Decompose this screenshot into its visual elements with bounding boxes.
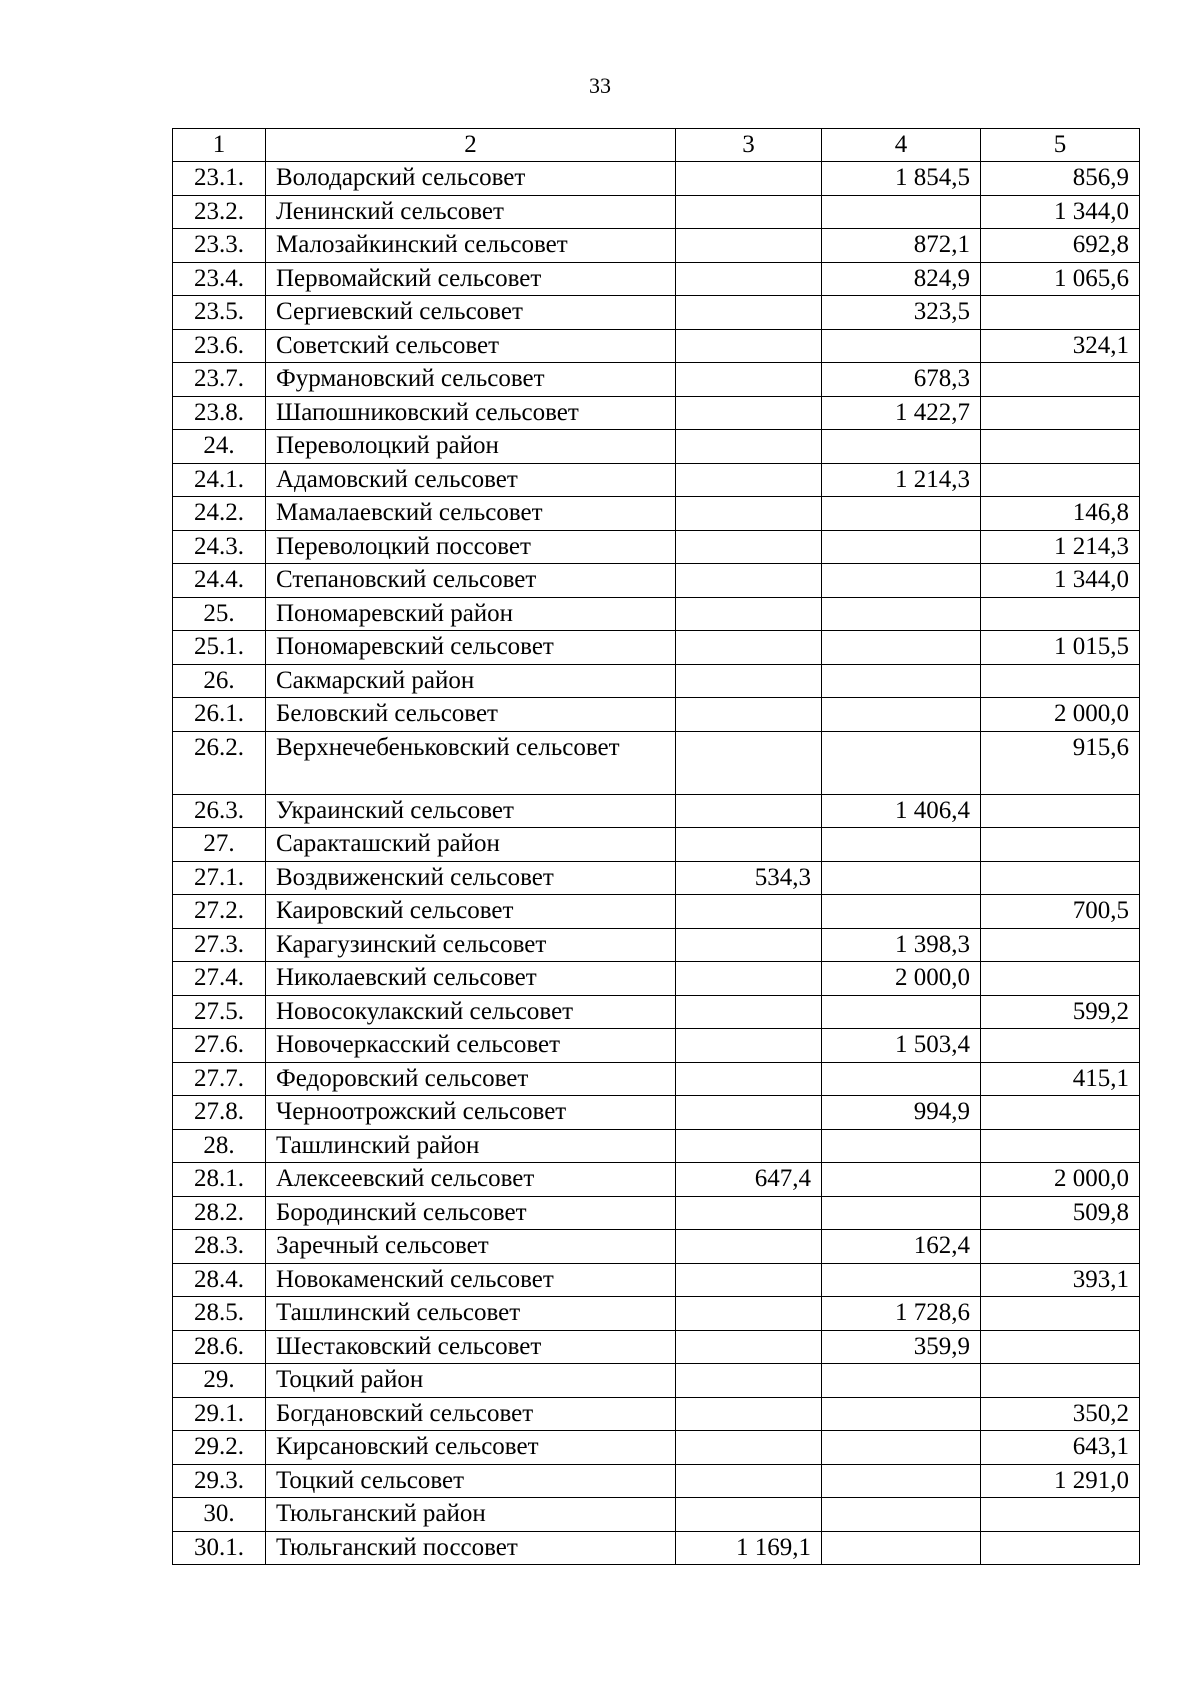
row-number: 28.3. — [173, 1230, 266, 1264]
row-value-col-4 — [822, 1464, 981, 1498]
row-value-col-5 — [981, 1230, 1140, 1264]
row-value-col-5 — [981, 1029, 1140, 1063]
table-row — [173, 1096, 1140, 1130]
row-value-col-4 — [822, 1364, 981, 1398]
row-value-col-3 — [676, 597, 822, 631]
row-value-col-4 — [822, 1431, 981, 1465]
row-name: Первомайский сельсовет — [266, 262, 676, 296]
row-name: Саракташский район — [266, 828, 676, 862]
row-value-col-3 — [676, 329, 822, 363]
table-row — [173, 229, 1140, 263]
row-value-col-4 — [822, 995, 981, 1029]
header-col-5: 5 — [981, 129, 1140, 162]
row-value-col-4 — [822, 895, 981, 929]
table-row — [173, 530, 1140, 564]
row-value-col-4: 359,9 — [822, 1330, 981, 1364]
row-value-col-5: 643,1 — [981, 1431, 1140, 1465]
row-value-col-3 — [676, 1397, 822, 1431]
row-value-col-5 — [981, 794, 1140, 828]
row-value-col-3 — [676, 1230, 822, 1264]
table-row — [173, 329, 1140, 363]
row-number: 28. — [173, 1129, 266, 1163]
row-name: Шапошниковский сельсовет — [266, 396, 676, 430]
row-value-col-4 — [822, 664, 981, 698]
header-col-2: 2 — [266, 129, 676, 162]
row-value-col-5 — [981, 664, 1140, 698]
row-number: 29.2. — [173, 1431, 266, 1465]
row-number: 30. — [173, 1498, 266, 1532]
row-number: 23.1. — [173, 162, 266, 196]
row-name: Фурмановский сельсовет — [266, 363, 676, 397]
row-name: Переволоцкий поссовет — [266, 530, 676, 564]
row-value-col-5: 1 291,0 — [981, 1464, 1140, 1498]
row-name: Пономаревский сельсовет — [266, 631, 676, 665]
row-number: 28.1. — [173, 1163, 266, 1197]
row-number: 26. — [173, 664, 266, 698]
row-number: 27.1. — [173, 861, 266, 895]
row-value-col-3 — [676, 1498, 822, 1532]
row-value-col-5: 324,1 — [981, 329, 1140, 363]
row-value-col-3 — [676, 396, 822, 430]
row-value-col-3 — [676, 1364, 822, 1398]
row-value-col-4 — [822, 1129, 981, 1163]
row-value-col-3 — [676, 1096, 822, 1130]
row-number: 23.4. — [173, 262, 266, 296]
row-value-col-5 — [981, 396, 1140, 430]
row-name: Ташлинский сельсовет — [266, 1297, 676, 1331]
row-name: Ташлинский район — [266, 1129, 676, 1163]
row-value-col-4 — [822, 861, 981, 895]
row-number: 27.5. — [173, 995, 266, 1029]
row-value-col-5 — [981, 828, 1140, 862]
row-value-col-3 — [676, 463, 822, 497]
row-value-col-4 — [822, 1531, 981, 1565]
row-value-col-5: 915,6 — [981, 731, 1140, 794]
row-value-col-4 — [822, 1062, 981, 1096]
row-number: 24.3. — [173, 530, 266, 564]
table-row — [173, 1531, 1140, 1565]
row-name: Советский сельсовет — [266, 329, 676, 363]
row-number: 30.1. — [173, 1531, 266, 1565]
row-value-col-5 — [981, 1297, 1140, 1331]
row-value-col-3 — [676, 698, 822, 732]
row-number: 26.3. — [173, 794, 266, 828]
row-name: Новочеркасский сельсовет — [266, 1029, 676, 1063]
row-name: Адамовский сельсовет — [266, 463, 676, 497]
table-row — [173, 664, 1140, 698]
row-number: 28.5. — [173, 1297, 266, 1331]
row-name: Беловский сельсовет — [266, 698, 676, 732]
row-number: 27.4. — [173, 962, 266, 996]
row-value-col-3 — [676, 262, 822, 296]
table-row — [173, 363, 1140, 397]
row-value-col-3 — [676, 928, 822, 962]
row-value-col-5 — [981, 928, 1140, 962]
row-value-col-5: 393,1 — [981, 1263, 1140, 1297]
row-value-col-5: 350,2 — [981, 1397, 1140, 1431]
table-row — [173, 162, 1140, 196]
row-value-col-5: 509,8 — [981, 1196, 1140, 1230]
row-value-col-4: 1 503,4 — [822, 1029, 981, 1063]
row-value-col-5 — [981, 430, 1140, 464]
row-value-col-3 — [676, 962, 822, 996]
row-value-col-4 — [822, 828, 981, 862]
row-value-col-3 — [676, 430, 822, 464]
row-number: 28.2. — [173, 1196, 266, 1230]
table-row — [173, 698, 1140, 732]
table-body — [173, 162, 1140, 1565]
row-value-col-5 — [981, 1364, 1140, 1398]
row-value-col-3 — [676, 530, 822, 564]
table-row — [173, 1196, 1140, 1230]
row-value-col-5 — [981, 597, 1140, 631]
row-value-col-5: 856,9 — [981, 162, 1140, 196]
table-row — [173, 1397, 1140, 1431]
row-name: Тюльганский район — [266, 1498, 676, 1532]
row-number: 27.2. — [173, 895, 266, 929]
row-value-col-4: 2 000,0 — [822, 962, 981, 996]
row-value-col-3 — [676, 895, 822, 929]
row-value-col-3 — [676, 1196, 822, 1230]
row-name: Сергиевский сельсовет — [266, 296, 676, 330]
row-value-col-3 — [676, 1263, 822, 1297]
row-value-col-4 — [822, 1498, 981, 1532]
row-value-col-5: 1 015,5 — [981, 631, 1140, 665]
row-value-col-4: 1 854,5 — [822, 162, 981, 196]
row-name: Ленинский сельсовет — [266, 195, 676, 229]
row-value-col-4 — [822, 564, 981, 598]
row-value-col-3 — [676, 363, 822, 397]
row-value-col-5 — [981, 1129, 1140, 1163]
row-value-col-3 — [676, 1029, 822, 1063]
row-value-col-4 — [822, 329, 981, 363]
row-number: 26.1. — [173, 698, 266, 732]
row-number: 27.7. — [173, 1062, 266, 1096]
table-row — [173, 861, 1140, 895]
row-value-col-3 — [676, 631, 822, 665]
row-value-col-5: 1 065,6 — [981, 262, 1140, 296]
row-value-col-3 — [676, 497, 822, 531]
row-value-col-5 — [981, 962, 1140, 996]
row-value-col-4 — [822, 530, 981, 564]
row-name: Каировский сельсовет — [266, 895, 676, 929]
row-value-col-3 — [676, 794, 822, 828]
table-row — [173, 497, 1140, 531]
row-value-col-5 — [981, 1531, 1140, 1565]
row-value-col-5 — [981, 1330, 1140, 1364]
row-name: Новокаменский сельсовет — [266, 1263, 676, 1297]
row-value-col-3 — [676, 162, 822, 196]
table-row — [173, 195, 1140, 229]
table-row — [173, 396, 1140, 430]
table-header — [173, 129, 1140, 162]
row-number: 25. — [173, 597, 266, 631]
row-number: 24. — [173, 430, 266, 464]
row-name: Украинский сельсовет — [266, 794, 676, 828]
table-row — [173, 1297, 1140, 1331]
table-row — [173, 1129, 1140, 1163]
row-value-col-5 — [981, 296, 1140, 330]
row-value-col-4 — [822, 1397, 981, 1431]
row-value-col-5: 1 214,3 — [981, 530, 1140, 564]
row-number: 24.1. — [173, 463, 266, 497]
row-number: 27.8. — [173, 1096, 266, 1130]
table-row — [173, 1364, 1140, 1398]
row-number: 29.1. — [173, 1397, 266, 1431]
header-row — [173, 129, 1140, 162]
row-value-col-4 — [822, 1196, 981, 1230]
row-number: 29.3. — [173, 1464, 266, 1498]
row-number: 23.2. — [173, 195, 266, 229]
row-value-col-3 — [676, 995, 822, 1029]
table-row — [173, 597, 1140, 631]
table-row — [173, 794, 1140, 828]
table-row — [173, 828, 1140, 862]
row-name: Тюльганский поссовет — [266, 1531, 676, 1565]
row-value-col-4: 994,9 — [822, 1096, 981, 1130]
table-row — [173, 895, 1140, 929]
row-value-col-3 — [676, 1129, 822, 1163]
row-value-col-5: 415,1 — [981, 1062, 1140, 1096]
row-number: 23.5. — [173, 296, 266, 330]
row-name: Степановский сельсовет — [266, 564, 676, 598]
row-value-col-5: 2 000,0 — [981, 1163, 1140, 1197]
row-value-col-5: 2 000,0 — [981, 698, 1140, 732]
page-number: 33 — [589, 73, 611, 98]
row-value-col-3: 647,4 — [676, 1163, 822, 1197]
row-name: Сакмарский район — [266, 664, 676, 698]
row-value-col-3 — [676, 1062, 822, 1096]
row-value-col-4 — [822, 731, 981, 794]
row-number: 23.6. — [173, 329, 266, 363]
row-value-col-5: 700,5 — [981, 895, 1140, 929]
table-row — [173, 1163, 1140, 1197]
row-value-col-3 — [676, 1330, 822, 1364]
row-name: Черноотрожский сельсовет — [266, 1096, 676, 1130]
row-value-col-4 — [822, 698, 981, 732]
row-name: Кирсановский сельсовет — [266, 1431, 676, 1465]
row-value-col-3 — [676, 1464, 822, 1498]
table-row — [173, 1230, 1140, 1264]
row-value-col-5 — [981, 463, 1140, 497]
row-value-col-4: 1 398,3 — [822, 928, 981, 962]
table-row — [173, 1431, 1140, 1465]
header-col-1: 1 — [173, 129, 266, 162]
table-row — [173, 1330, 1140, 1364]
header-col-3: 3 — [676, 129, 822, 162]
row-value-col-3 — [676, 296, 822, 330]
row-value-col-4: 824,9 — [822, 262, 981, 296]
header-col-4: 4 — [822, 129, 981, 162]
row-value-col-4: 678,3 — [822, 363, 981, 397]
row-value-col-3 — [676, 731, 822, 794]
table-row — [173, 1263, 1140, 1297]
row-value-col-5: 1 344,0 — [981, 195, 1140, 229]
table-row — [173, 1464, 1140, 1498]
row-name: Тоцкий район — [266, 1364, 676, 1398]
row-number: 28.6. — [173, 1330, 266, 1364]
row-number: 23.7. — [173, 363, 266, 397]
row-name: Алексеевский сельсовет — [266, 1163, 676, 1197]
table-row — [173, 262, 1140, 296]
row-value-col-4: 1 728,6 — [822, 1297, 981, 1331]
row-number: 27.3. — [173, 928, 266, 962]
table-row — [173, 928, 1140, 962]
row-name: Заречный сельсовет — [266, 1230, 676, 1264]
table-row — [173, 1029, 1140, 1063]
row-name: Николаевский сельсовет — [266, 962, 676, 996]
row-value-col-3 — [676, 664, 822, 698]
row-value-col-3 — [676, 195, 822, 229]
row-value-col-4 — [822, 1163, 981, 1197]
row-value-col-4: 1 214,3 — [822, 463, 981, 497]
row-value-col-5 — [981, 1498, 1140, 1532]
row-name: Пономаревский район — [266, 597, 676, 631]
row-name: Мамалаевский сельсовет — [266, 497, 676, 531]
row-name: Малозайкинский сельсовет — [266, 229, 676, 263]
row-name: Верхнечебеньковский сельсовет — [266, 731, 676, 794]
table-row — [173, 631, 1140, 665]
table-row — [173, 564, 1140, 598]
row-value-col-5 — [981, 861, 1140, 895]
row-number: 27.6. — [173, 1029, 266, 1063]
row-name: Федоровский сельсовет — [266, 1062, 676, 1096]
table-row — [173, 296, 1140, 330]
row-number: 25.1. — [173, 631, 266, 665]
data-table — [172, 128, 1140, 1565]
row-value-col-4: 1 406,4 — [822, 794, 981, 828]
row-name: Карагузинский сельсовет — [266, 928, 676, 962]
row-value-col-4 — [822, 631, 981, 665]
row-value-col-3 — [676, 564, 822, 598]
table-row — [173, 1062, 1140, 1096]
row-value-col-3: 1 169,1 — [676, 1531, 822, 1565]
row-name: Шестаковский сельсовет — [266, 1330, 676, 1364]
row-name: Воздвиженский сельсовет — [266, 861, 676, 895]
row-number: 23.8. — [173, 396, 266, 430]
row-value-col-4: 1 422,7 — [822, 396, 981, 430]
row-value-col-5: 1 344,0 — [981, 564, 1140, 598]
table-row — [173, 1498, 1140, 1532]
row-number: 24.4. — [173, 564, 266, 598]
row-number: 26.2. — [173, 731, 266, 794]
table-row — [173, 995, 1140, 1029]
row-value-col-5: 599,2 — [981, 995, 1140, 1029]
row-number: 24.2. — [173, 497, 266, 531]
row-value-col-4 — [822, 497, 981, 531]
row-value-col-5: 146,8 — [981, 497, 1140, 531]
row-name: Богдановский сельсовет — [266, 1397, 676, 1431]
row-value-col-3 — [676, 229, 822, 263]
table-row — [173, 962, 1140, 996]
row-value-col-4: 872,1 — [822, 229, 981, 263]
row-value-col-3 — [676, 1431, 822, 1465]
row-name: Новосокулакский сельсовет — [266, 995, 676, 1029]
row-number: 28.4. — [173, 1263, 266, 1297]
row-value-col-5: 692,8 — [981, 229, 1140, 263]
row-number: 29. — [173, 1364, 266, 1398]
row-name: Володарский сельсовет — [266, 162, 676, 196]
table-row — [173, 430, 1140, 464]
table-row — [173, 463, 1140, 497]
row-value-col-5 — [981, 1096, 1140, 1130]
row-value-col-4: 162,4 — [822, 1230, 981, 1264]
table-row — [173, 731, 1140, 794]
row-name: Переволоцкий район — [266, 430, 676, 464]
row-value-col-4 — [822, 597, 981, 631]
row-number: 27. — [173, 828, 266, 862]
row-value-col-3 — [676, 1297, 822, 1331]
row-value-col-4 — [822, 195, 981, 229]
row-name: Бородинский сельсовет — [266, 1196, 676, 1230]
row-value-col-4 — [822, 430, 981, 464]
row-value-col-5 — [981, 363, 1140, 397]
row-value-col-3: 534,3 — [676, 861, 822, 895]
row-value-col-3 — [676, 828, 822, 862]
row-name: Тоцкий сельсовет — [266, 1464, 676, 1498]
row-number: 23.3. — [173, 229, 266, 263]
row-value-col-4: 323,5 — [822, 296, 981, 330]
row-value-col-4 — [822, 1263, 981, 1297]
